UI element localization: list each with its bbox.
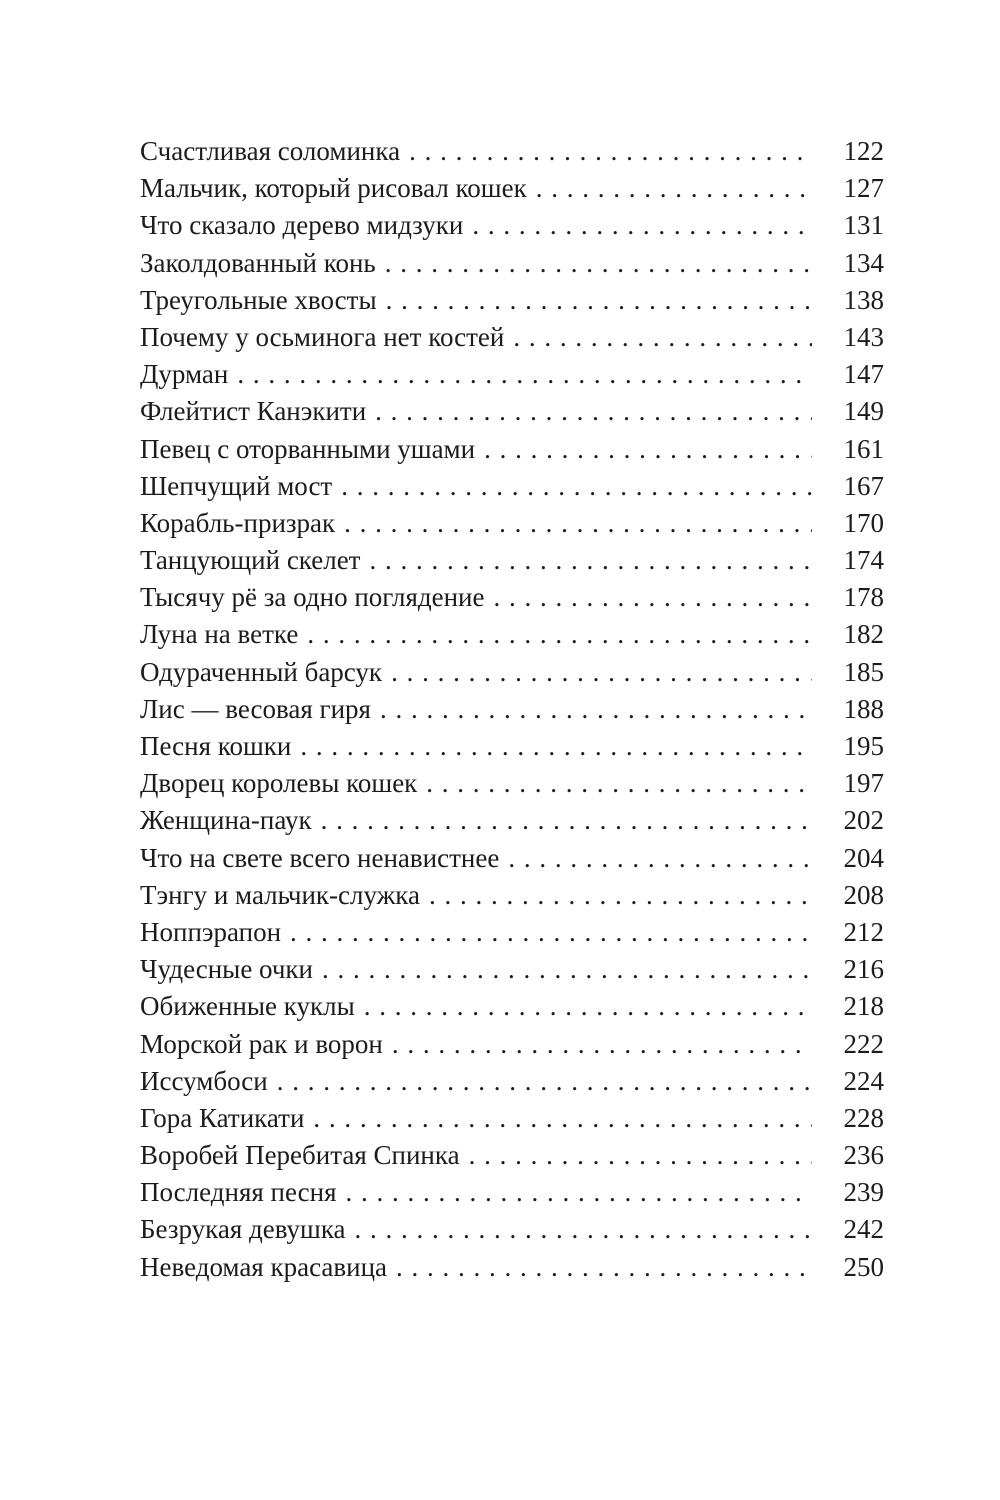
- toc-entry: [140, 951, 884, 988]
- toc-entry-page: 202: [843, 805, 884, 836]
- toc-entry: [140, 282, 884, 319]
- toc-entry-title: Обиженные куклы: [140, 991, 355, 1022]
- toc-leader-dots: [371, 691, 812, 728]
- toc-entry-page: 167: [843, 470, 884, 501]
- toc-entry: [140, 914, 884, 951]
- toc-leader-dots: [504, 319, 812, 356]
- toc-entry-title: Что на свете всего ненавистнее: [140, 842, 500, 873]
- toc-entry-title: Заколдованный конь: [140, 247, 376, 278]
- toc-leader-dots: [291, 728, 812, 765]
- toc-entry-title: Дурман: [140, 359, 229, 390]
- toc-leader-dots: [387, 1249, 812, 1286]
- toc-entry-page: 212: [843, 916, 884, 947]
- toc-leader-dots: [499, 840, 812, 877]
- toc-entry-title: Луна на ветке: [140, 619, 299, 650]
- toc-entry-page: 204: [843, 842, 884, 873]
- toc-entry-page: 236: [843, 1140, 884, 1171]
- toc-entry: [140, 1137, 884, 1174]
- toc-entry: [140, 1063, 884, 1100]
- toc-entry: [140, 802, 884, 839]
- toc-entry-page: 239: [843, 1177, 884, 1208]
- toc-entry-title: Морской рак и ворон: [140, 1028, 383, 1059]
- toc-entry-page: 161: [843, 433, 884, 464]
- toc-entry-title: Лис — весовая гиря: [140, 693, 371, 724]
- toc-entry-page: 131: [843, 210, 884, 241]
- toc-entry-title: Тэнгу и мальчик-служка: [140, 879, 420, 910]
- toc-entry-page: 147: [843, 359, 884, 390]
- toc-entry-page: 250: [843, 1251, 884, 1282]
- toc-entry: [140, 356, 884, 393]
- toc-entry-page: 208: [843, 879, 884, 910]
- toc-leader-dots: [355, 988, 812, 1025]
- toc-entry-title: Корабль-призрак: [140, 507, 336, 538]
- toc-entry: [140, 654, 884, 691]
- toc-entry-title: Что сказало дерево мидзуки: [140, 210, 464, 241]
- toc-entry-page: 222: [843, 1028, 884, 1059]
- toc-entry-title: Песня кошки: [140, 731, 292, 761]
- toc-leader-dots: [400, 133, 812, 170]
- toc-entry-title: Неведомая красавица: [140, 1251, 388, 1282]
- toc-entry: [140, 170, 884, 207]
- toc-entry-title: Последняя песня: [140, 1177, 337, 1208]
- toc-entry-page: 127: [843, 173, 884, 204]
- toc-leader-dots: [382, 654, 812, 691]
- toc-leader-dots: [298, 616, 812, 653]
- toc-entry-title: Безрукая девушка: [140, 1214, 346, 1245]
- toc-entry-title: Певец с оторванными ушами: [140, 433, 476, 464]
- toc-leader-dots: [335, 505, 812, 542]
- toc-entry-page: 122: [843, 136, 884, 166]
- toc-entry-title: Чудесные очки: [140, 954, 313, 985]
- toc-entry: [140, 542, 884, 579]
- toc-entry: [140, 393, 884, 430]
- toc-entry-page: 174: [843, 545, 884, 576]
- toc-leader-dots: [463, 207, 812, 244]
- toc-entry-page: 185: [843, 656, 884, 687]
- toc-entry: [140, 505, 884, 542]
- toc-leader-dots: [417, 765, 812, 802]
- toc-leader-dots: [420, 877, 812, 914]
- toc-leader-dots: [383, 1026, 812, 1063]
- toc-entry-title: Счастливая соломинка: [140, 136, 401, 166]
- toc-list: [140, 133, 884, 1286]
- toc-entry-page: 242: [843, 1214, 884, 1245]
- toc-entry-page: 224: [843, 1065, 884, 1096]
- toc-entry-page: 182: [843, 619, 884, 650]
- toc-entry-title: Иссумбоси: [140, 1065, 268, 1096]
- toc-entry-title: Почему у осьминога нет костей: [140, 321, 505, 352]
- toc-entry: [140, 728, 884, 765]
- toc-entry-page: 197: [843, 768, 884, 799]
- toc-leader-dots: [332, 468, 812, 505]
- toc-entry: [140, 1249, 884, 1286]
- toc-entry-page: 134: [843, 247, 884, 278]
- toc-entry-title: Женщина-паук: [140, 805, 312, 836]
- toc-entry: [140, 133, 884, 170]
- toc-leader-dots: [376, 245, 812, 282]
- toc-entry-title: Треугольные хвосты: [140, 284, 377, 315]
- toc-entry-title: Мальчик, который рисовал кошек: [140, 173, 527, 204]
- toc-leader-dots: [304, 1100, 812, 1137]
- toc-entry: [140, 765, 884, 802]
- toc-leader-dots: [312, 802, 812, 839]
- toc-leader-dots: [366, 393, 812, 430]
- toc-entry: [140, 1174, 884, 1211]
- toc-entry-title: Дворец королевы кошек: [140, 768, 418, 799]
- toc-entry: [140, 840, 884, 877]
- toc-entry: [140, 877, 884, 914]
- toc-leader-dots: [527, 170, 812, 207]
- toc-entry-page: 218: [843, 991, 884, 1022]
- toc-leader-dots: [337, 1174, 813, 1211]
- toc-leader-dots: [346, 1211, 812, 1248]
- toc-entry-title: Гора Катикати: [140, 1102, 305, 1133]
- toc-entry: [140, 431, 884, 468]
- toc-leader-dots: [475, 431, 812, 468]
- toc-entry-page: 228: [843, 1102, 884, 1133]
- toc-entry-title: Танцующий скелет: [140, 545, 361, 576]
- toc-entry-page: 216: [843, 954, 884, 985]
- toc-entry-title: Ноппэрапон: [140, 916, 282, 947]
- toc-entry-page: 178: [843, 582, 884, 613]
- toc-entry: [140, 207, 884, 244]
- toc-leader-dots: [268, 1063, 812, 1100]
- toc-entry-title: Воробей Перебитая Спинка: [140, 1140, 460, 1171]
- toc-entry: [140, 468, 884, 505]
- toc-entry: [140, 319, 884, 356]
- toc-entry-title: Одураченный барсук: [140, 656, 383, 687]
- toc-leader-dots: [460, 1137, 812, 1174]
- toc-entry: [140, 691, 884, 728]
- toc-entry: [140, 988, 884, 1025]
- toc-leader-dots: [484, 579, 812, 616]
- toc-entry: [140, 245, 884, 282]
- toc-leader-dots: [377, 282, 812, 319]
- toc-entry: [140, 1211, 884, 1248]
- toc-entry-page: 138: [843, 284, 884, 315]
- toc-entry-page: 149: [843, 396, 884, 427]
- toc-entry-title: Шепчущий мост: [140, 470, 333, 501]
- toc-entry-page: 170: [843, 507, 884, 538]
- toc-entry: [140, 579, 884, 616]
- toc-entry-page: 188: [843, 693, 884, 724]
- toc-entry: [140, 1100, 884, 1137]
- toc-leader-dots: [228, 356, 812, 393]
- toc-leader-dots: [313, 951, 812, 988]
- toc-entry-title: Флейтист Канэкити: [140, 396, 367, 427]
- toc-entry: [140, 1026, 884, 1063]
- toc-entry-page: 195: [843, 731, 884, 761]
- toc-entry: [140, 616, 884, 653]
- toc-entry-title: Тысячу рё за одно поглядение: [140, 582, 485, 613]
- toc-entry-page: 143: [843, 321, 884, 352]
- toc-leader-dots: [360, 542, 812, 579]
- toc-leader-dots: [281, 914, 812, 951]
